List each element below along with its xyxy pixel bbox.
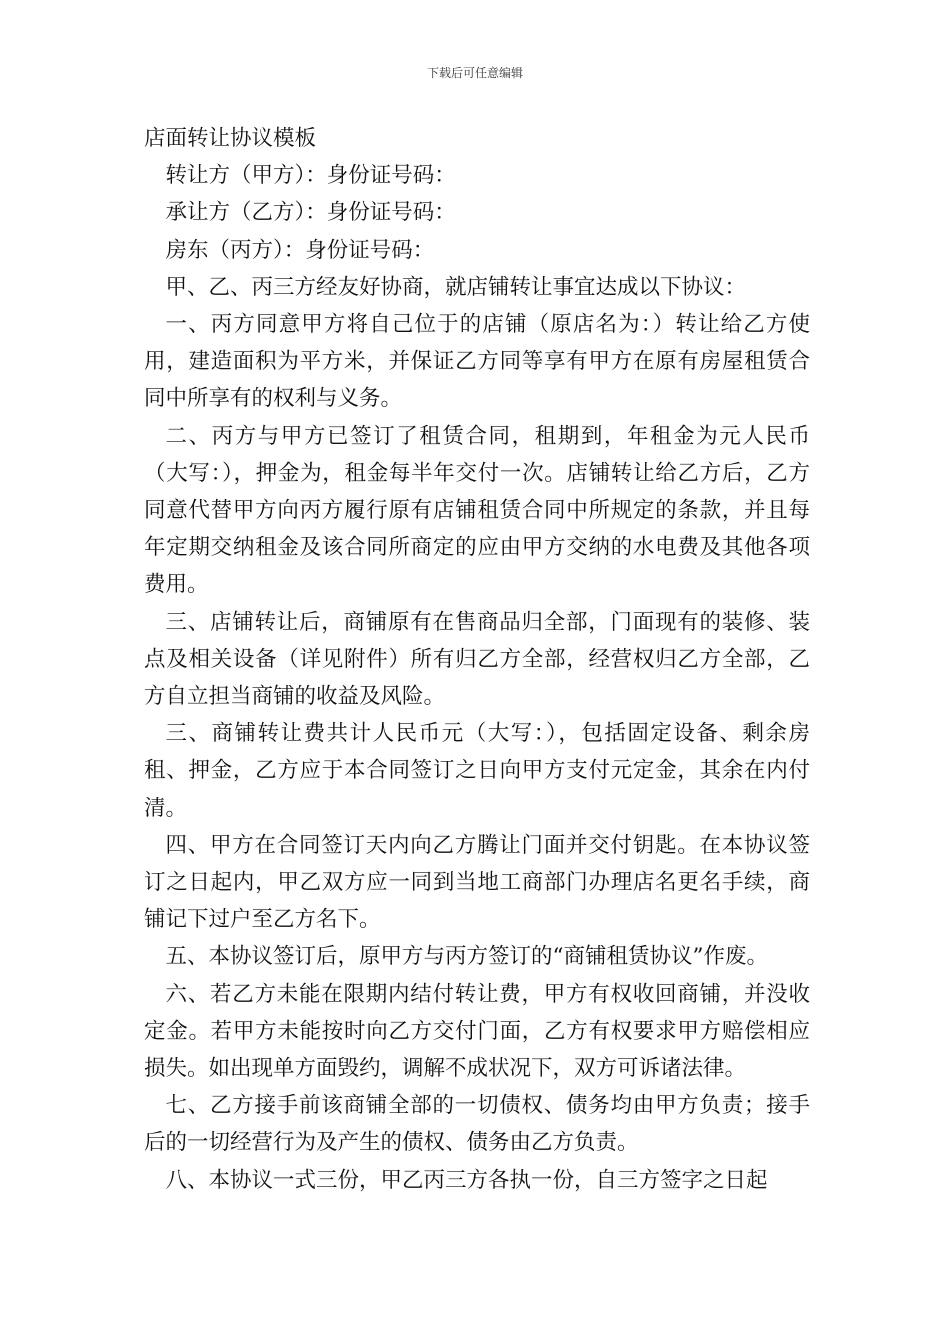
clause-paragraph: 二、丙方与甲方已签订了租赁合同，租期到，年租金为元人民币（大写：），押金为，租金每半年交付一次。店铺转让给乙方后，乙方同意代替甲方向丙方履行原有店铺租赁合同中所规定的条款，并且每年定期交纳租金及该合同所商定的应由甲方交纳的水电费及其他各项费用。: [144, 423, 810, 598]
agreement-intro: 甲、乙、丙三方经友好协商，就店铺转让事宜达成以下协议：: [165, 274, 747, 300]
page-header-note: 下载后可任意编辑: [426, 66, 523, 80]
clause-paragraph: 五、本协议签订后，原甲方与丙方签订的“商铺租赁协议”作废。: [165, 944, 768, 970]
clause-paragraph: 八、本协议一式三份，甲乙丙三方各执一份，自三方签字之日起: [165, 1167, 768, 1193]
clause-paragraph: 三、商铺转让费共计人民币元（大写：），包括固定设备、剩余房租、押金，乙方应于本合同签订之日向甲方支付元定金，其余在内付清。: [144, 721, 810, 821]
document-title: 店面转让协议模板: [144, 126, 317, 151]
clause-paragraph: 四、甲方在合同签订天内向乙方腾让门面并交付钥匙。在本协议签订之日起内，甲乙双方应一同到当地工商部门办理店名更名手续，商铺记下过户至乙方名下。: [144, 832, 810, 933]
clause-paragraph: 三、店铺转让后，商铺原有在售商品归全部，门面现有的装修、装点及相关设备（详见附件）所有归乙方全部，经营权归乙方全部，乙方自立担当商铺的收益及风险。: [144, 609, 810, 710]
clause-paragraph: 六、若乙方未能在限期内结付转让费，甲方有权收回商铺，并没收定金。若甲方未能按时向乙方交付门面，乙方有权要求甲方赔偿相应损失。如出现单方面毁约，调解不成状况下，双方可诉诸法律。: [144, 981, 810, 1082]
clause-paragraph: 一、丙方同意甲方将自己位于的店铺（原店名为：）转让给乙方使用，建造面积为平方米，并保证乙方同等享有甲方在原有房屋租赁合同中所享有的权利与义务。: [144, 312, 810, 412]
clause-paragraph: 七、乙方接手前该商铺全部的一切债权、债务均由甲方负责；接手后的一切经营行为及产生的债权、债务由乙方负责。: [144, 1093, 810, 1156]
party-line-transferee: 承让方（乙方）：身份证号码：: [165, 200, 456, 226]
party-line-landlord: 房东（丙方）：身份证号码：: [165, 237, 435, 263]
document-body: [144, 120, 810, 1199]
party-line-transferor: 转让方（甲方）：身份证号码：: [165, 163, 456, 189]
